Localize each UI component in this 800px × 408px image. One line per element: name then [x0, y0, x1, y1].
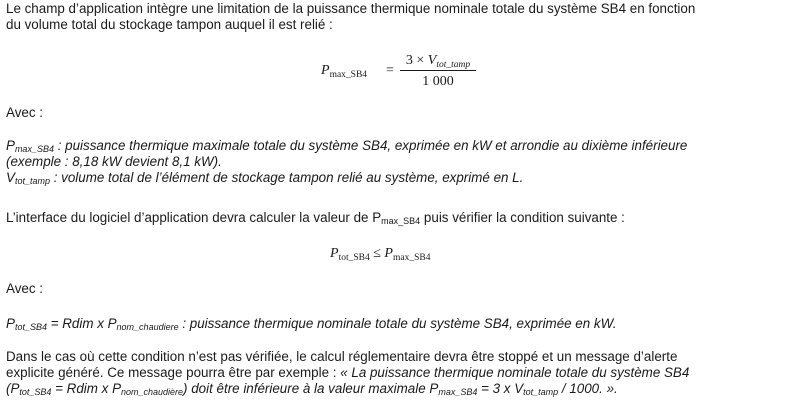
fraction-denominator: 1 000 [422, 74, 454, 89]
formula-pmax-equals: = [386, 63, 394, 78]
final-line-2: explicite généré. Ce message pourra être par exemple : « La puissance thermique nominale totale du système SB4 [6, 365, 690, 380]
avec-label-2: Avec : [6, 281, 43, 296]
formula-pmax-fraction [400, 52, 476, 90]
interface-paragraph: L’interface du logiciel d’application devra calculer la valeur de $P_{max\_SB4}$ puis vérifier la condition suivante : [6, 210, 625, 226]
formula-pmax-lhs: $P_{max\_SB4}$ [321, 63, 368, 80]
avec-label-1: Avec : [6, 105, 43, 120]
definition-pmax: $P_{max\_SB4}$ : puissance thermique maximale totale du système SB4, exprimée en kW et arrondie au dixième inférieure [6, 138, 688, 154]
definition-ptot: $P_{tot\_SB4}$ = Rdim x $P_{nom\_chaudiere}$ : puissance thermique nominale totale du système SB4, exprimée en kW. [6, 316, 617, 332]
final-line-1: Dans le cas où cette condition n’est pas vérifiée, le calcul réglementaire devra être stoppé et un message d’alerte [6, 349, 678, 364]
final-paragraph [6, 349, 794, 397]
definitions-block [6, 138, 794, 186]
fraction-bar [400, 70, 476, 71]
intro-line-2: du volume total du stockage tampon auquel il est relié : [6, 17, 333, 32]
fraction-numerator: $3 \times V_{tot\_tamp}$ [405, 53, 471, 70]
intro-paragraph [6, 1, 794, 33]
formula-condition: $P_{tot\_SB4} \le P_{max\_SB4}$ [330, 246, 431, 263]
formula-pmax [0, 52, 800, 92]
final-line-3: ($P_{tot\_SB4}$ = Rdim x $P_{nom\_chaudière}$) doit être inférieure à la valeur maximale $P_{max\_SB4} = 3$ x $V_{tot\_tamp} / 1000$. ». [6, 381, 618, 397]
definition-pmax-example: (exemple : 8,18 kW devient 8,1 kW). [6, 154, 222, 169]
definition-vtot: $V_{tot\_tamp}$ : volume total de l’élément de stockage tampon relié au système, exprimé en L. [6, 170, 524, 186]
intro-line-1: Le champ d’application intègre une limitation de la puissance thermique nominale totale du système SB4 en fonction [6, 1, 696, 16]
